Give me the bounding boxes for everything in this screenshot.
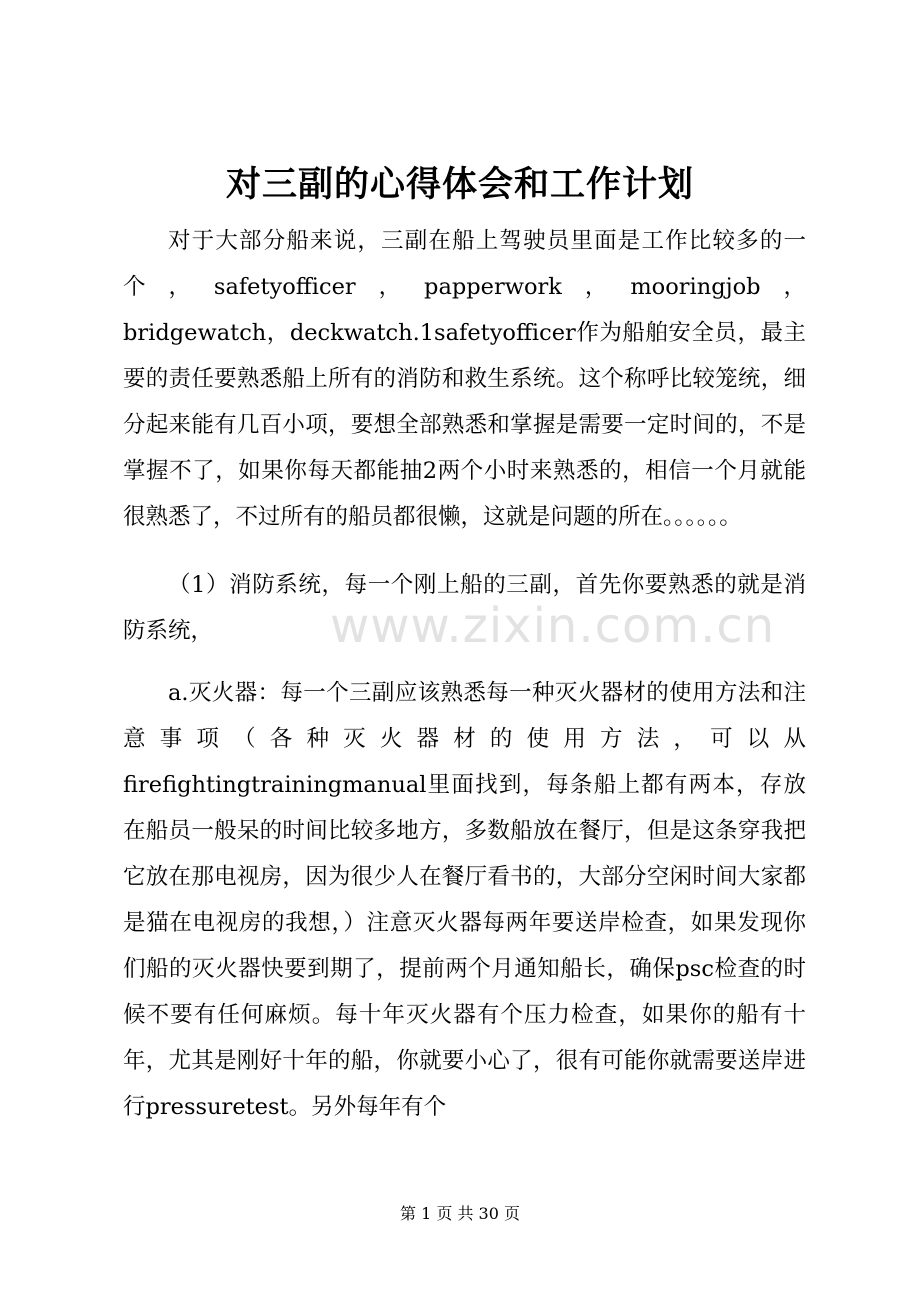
paragraph-extinguisher: a.灭火器：每一个三副应该熟悉每一种灭火器材的使用方法和注意事项（各种灭火器材的使用方法，可以从firefightingtrainingmanual里面找到，每条船上都有两本，存放在船员一般呆的时间比较多地方，多数船放在餐厅，但是这条穿我把它放在那电视房，因为很少人在餐厅看书的，大部分空闲时间大家都是猫在电视房的我想，）注意灭火器每两年要送岸检查，如果发现你们船的灭火器快要到期了，提前两个月通知船长，确保psc检查的时候不要有任何麻烦。每十年灭火器有个压力检查，如果你的船有十年，尤其是刚好十年的船，你就要小心了，很有可能你就需要送岸进行pressuretest。另外每年有个 <box>123 680 806 1120</box>
paragraph-intro: 对于大部分船来说，三副在船上驾驶员里面是工作比较多的一个，safetyofficer，papperwork，mooringjob，bridgewatch，deckwatch.1safetyofficer作为船舶安全员，最主要的责任要熟悉船上所有的消防和救生系统。这个称呼比较笼统，细分起来能有几百小项，要想全部熟悉和掌握是需要一定时间的，不是掌握不了，如果你每天都能抽2两个小时来熟悉的，相信一个月就能很熟悉了，不过所有的船员都很懒，这就是问题的所在。。。。。。 <box>123 228 806 530</box>
document-title: 对三副的心得体会和工作计划 <box>225 164 694 205</box>
document-body <box>123 218 806 1130</box>
page-footer: 第 1 页 共 30 页 <box>400 1204 520 1223</box>
site-watermark: www.zixin.com.cn <box>330 598 776 654</box>
paragraph-fire-system: （1）消防系统，每一个刚上船的三副，首先你要熟悉的就是消防系统， <box>123 572 806 644</box>
